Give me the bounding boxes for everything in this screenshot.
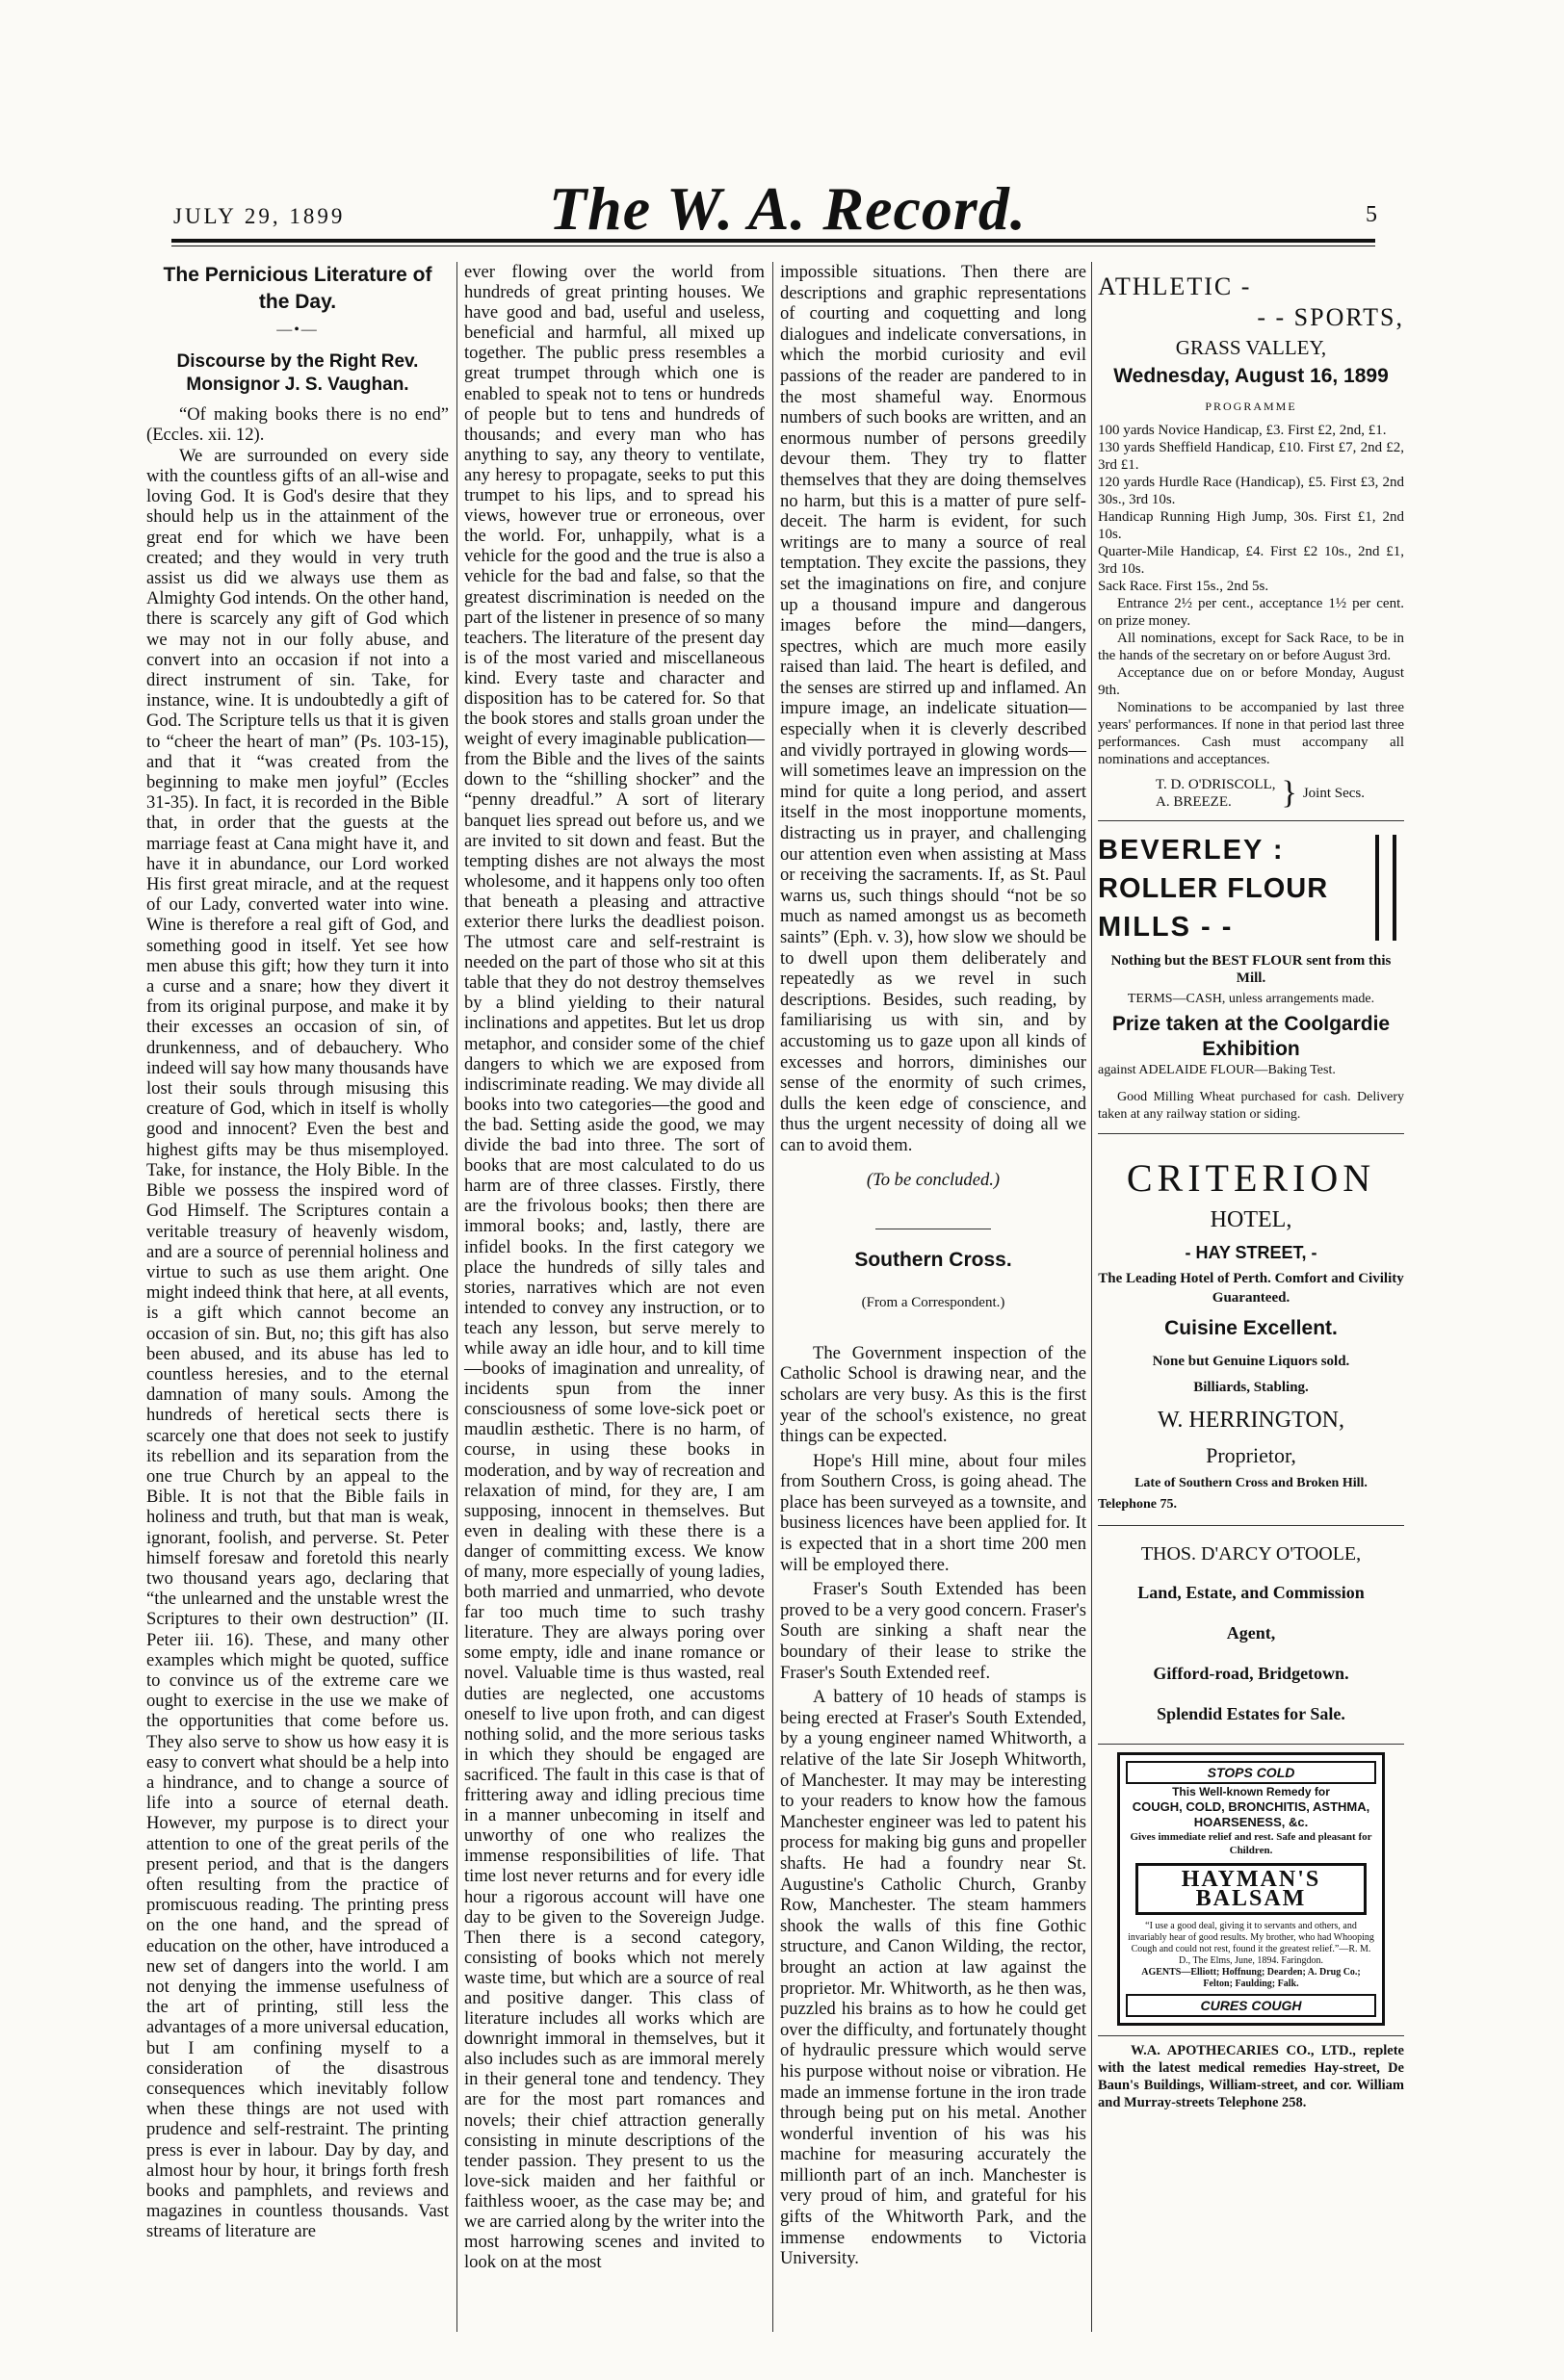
criterion-tel: Telephone 75. <box>1098 1497 1177 1512</box>
southern-cross-title: Southern Cross. <box>854 1249 1012 1272</box>
title-ornament: —•— <box>276 322 319 338</box>
balsam-bottom: CURES COUGH <box>1126 1994 1376 2017</box>
article-body-col2: ever flowing over the world from hundreds of great printing houses. We have good and bad, useful and useless, beneficial and harmful, all mixed up together. The public press resembles a great trumpet through which one is enabled to speak not to tens or hundreds of people but to tens and hundreds of thousands; and every man who has anything to say, any theory to ventilate, any heresy to propagate, seeks to put this trumpet to his lips, and to spread his views, however true or erroneous, over the world. For, unhappily, what is a vehicle for the good and the true is also a vehicle for the bad and false, so that the greatest discrimination is needed on the part of the listener in presence of so many teachers. The literature of the present day is of the most varied and miscellaneous kind. Every taste and character and disposition has to be catered for. So that the book stores and stalls groan under the weight of every imaginable publication—from the Bible and the lives of the saints down to the “shilling shocker” and the “penny dreadful.” A sort of literary banquet lies spread out before us, and we are invited to sit down and feast. But the tempting dishes are not always the most wholesome, and it happens only too often that beneath a pleasing and attractive exterior there lurks the deadliest poison. The utmost care and self-restraint is needed on the part of those who sit at this table that they do not destroy themselves by a blind yielding to their natural inclinations and appetites. But let us drop metaphor, and consider some of the chief dangers to which we are exposed from indiscriminate reading. We may divide all books into two categories—the good and the bad. Setting aside the good, we may divide the bad into three. The sort of books that are most calculated to do us harm are of three classes. Firstly, there are the frivolous books; then there are immoral books; and, lastly, there are infidel books. In the first category we place the hundreds of silly tales and stories, narratives which are not even intended to convey any instruction, or to teach any lesson, but serve merely to while away an idle hour, and to kill time—books of imagination and unreality, of incidents spun from the inner consciousness of some love-sick poet or maudlin æsthetic. There is no harm, of course, in using these books in moderation, and by way of recreation and relaxation of mind, for they are, I am supposing, innocent in themselves. But even in dealing with these there is a danger of committing excess. We know of many, more especially of young ladies, both married and unmarried, who devote far too much time to such trashy literature. They are always poring over some empty, idle and inane romance or novel. Valuable time is thus wasted, real duties are neglected, one accustoms oneself to live upon froth, and can digest nothing solid, and the more serious tasks in which they should be engaged are sacrificed. The fault in this case is that of frittering away and idling precious time in a manner unbecoming in itself and unworthy of one who realizes the immense responsibilities of life. That time lost never returns and for every idle hour a rigorous account will have one day to be given to the Sovereign Judge. Then there is a second category, consisting of books which not merely waste time, but which are a source of real and positive danger. This class of literature includes all works which are downright immoral in themselves, but it also includes such as are immoral merely in their general tone and tendency. They are for the most part romances and novels; their chief attraction generally consisting in minute descriptions of the tender passion. They present to us the love-sick maiden and her faithful or faithless wooer, as the case may be; and we are carried along by the writer into the most harrowing scenes and invited to look on at the most <box>464 262 765 2273</box>
article-body-col1: We are surrounded on every side with the countless gifts of an all-wise and loving God. It is God's desire that they should help us in the attainment of the great end for which we have been created; and they would in very truth assist us did we always use them as Almighty God intends. On the other hand, there is scarcely any gift of God which we may not in our folly abuse, and convert into an occasion if not into a direct instrument of sin. Take, for instance, wine. It is undoubtedly a gift of God. The Scripture tells us that it is given to “cheer the heart of man” (Ps. 103-15), and that it “was created from the beginning to make men joyful” (Eccles 31-35). In fact, it is recorded in the Bible that, in order that the guests at the marriage feast at Cana might have it, and have it in abundance, our Lord worked His first great miracle, and at the request of our Lady, converted water into wine. Wine is therefore a real gift of God, and something good in itself. Yet see how men abuse this gift; how they turn it into a curse and a snare; how they divert it from its original purpose, and make it by their excesses an occasion of sin, of drunkenness, and of debauchery. Who indeed will say how many thousands have lost their souls through misusing this creature of God, which in itself is wholly good and innocent? Even the best and highest gifts may be thus misemployed. Take, for instance, the Holy Bible. In the Bible we possess the inspired word of God Himself. The Scriptures contain a veritable treasury of heavenly wisdom, and are a source of perennial holiness and virtue to such as use them aright. One might indeed think that here, at all events, is a gift which cannot become an occasion of sin. But, no; this gift has also been abused, and its abuse has led to countless heresies, and to the eternal damnation of many souls. Among the hundreds of heretical sects there is scarcely one that does not seek to justify its rebellion and its separation from the one true Church by an appeal to the Bible. It is not that the Bible fails in holiness and truth, but that man is weak, ignorant, foolish, and perverse. St. Peter himself foresaw and foretold this nearly two thousand years ago, declaring that “the unlearned and the unstable wrest the Scriptures to their own destruction” (II. Peter iii. 16). These, and many other examples which might be quoted, suffice to convince us of the extreme care we ought to exercise in the use we make of the opportunities that come before us. They also serve to show us how easy it is easy to convert what should be a help into a hindrance, and to change a source of life into a source of eternal death. However, my purpose is to direct your attention to one of the great perils of the present period, and that is the dangers often resulting from the practice of promiscuous reading. The printing press on the one hand, and the spread of education on the other, have introduced a new set of dangers into the world. I am not denying the immense usefulness of the art of printing, still less the advantages of a more universal education, but I am confining myself to a consideration of the disastrous consequences which inevitably follow when these things are not used with prudence and self-restraint. The printing press is ever in labour. Day by day, and almost hour by hour, it brings forth fresh books and pamphlets, and reviews and magazines in countless thousands. Vast streams of literature are <box>146 445 449 2242</box>
beverley-t2: TERMS—CASH, unless arrangements made. <box>1127 992 1375 1006</box>
sports-line2: - - SPORTS, <box>1257 303 1404 331</box>
program-item: Handicap Running High Jump, 30s. First £1, 2nd 10s. <box>1098 509 1404 542</box>
beverley-l3: MILLS - - <box>1098 912 1234 943</box>
masthead <box>173 173 1377 241</box>
criterion-ad <box>1098 1134 1404 1526</box>
program-item: 100 yards Novice Handicap, £3. First £2, 2nd, £1. <box>1098 423 1387 438</box>
program-item: All nominations, except for Sack Race, to be in the hands of the secretary on or before August 3rd. <box>1098 631 1404 663</box>
page-number: 5 <box>1366 202 1377 227</box>
decorative-bars <box>1375 835 1396 941</box>
balsam-agents: AGENTS—Elliott; Hoffnung; Dearden; A. Drug Co.; Felton; Faulding; Falk. <box>1141 1967 1361 1989</box>
sports-ad <box>1098 262 1404 821</box>
balsam-l1: This Well-known Remedy for <box>1172 1785 1330 1798</box>
joint-secs-label: Joint Secs. <box>1302 786 1366 801</box>
balsam-l2: COUGH, COLD, BRONCHITIS, ASTHMA, HOARSENESS, &c. <box>1132 1799 1370 1829</box>
criterion-billiards: Billiards, Stabling. <box>1193 1380 1309 1395</box>
secretary: T. D. O'DRISCOLL, <box>1156 777 1276 792</box>
otoole-l4: Splendid Estates for Sale. <box>1157 1704 1345 1723</box>
beverley-prize: Prize taken at the Coolgardie Exhibition <box>1111 1013 1391 1060</box>
beverley-l2: ROLLER FLOUR <box>1098 873 1329 904</box>
program-item: 120 yards Hurdle Race (Handicap), £5. First £3, 2nd 30s., 3rd 10s. <box>1098 475 1404 507</box>
southern-cross-para: The Government inspection of the Catholic School is drawing near, and the scholars are very busy. As this is the first year of the school's existence, no great things can be expected. <box>780 1342 1086 1447</box>
to-be-concluded: (To be concluded.) <box>866 1169 1001 1190</box>
balsam-testimonial: “I use a good deal, giving it to servants and others, and invariably hear of good results. My brother, who had Whooping Cough and could not rest, found it the greatest relief.”—R. M. D., The Elms, June, 1894. Faringdon. <box>1128 1921 1374 1966</box>
sports-date: Wednesday, August 16, 1899 <box>1113 365 1389 387</box>
programme-heading: PROGRAMME <box>1205 400 1297 413</box>
beverley-l1: BEVERLEY : <box>1098 835 1285 866</box>
criterion-owner: W. HERRINGTON, <box>1157 1408 1344 1433</box>
issue-date: JULY 29, 1899 <box>173 204 346 228</box>
otoole-l2: Agent, <box>1226 1623 1276 1643</box>
column-3 <box>780 262 1086 2269</box>
epigraph: “Of making books there is no end” (Eccles. xii. 12). <box>146 403 449 446</box>
beverley-t1: Nothing but the BEST FLOUR sent from this Mill. <box>1110 953 1392 986</box>
column-4-ads <box>1098 262 1404 2111</box>
balsam-l3: Gives immediate relief and rest. Safe and pleasant for Children. <box>1130 1831 1372 1856</box>
criterion-hotel: HOTEL, <box>1210 1207 1292 1232</box>
otoole-l3: Gifford-road, Bridgetown. <box>1153 1664 1349 1683</box>
balsam-name: HAYMAN'S BALSAM <box>1135 1863 1367 1915</box>
apothecaries-ad: W.A. APOTHECARIES CO., LTD., replete with the latest medical remedies Hay-street, De Baun's Buildings, William-street, and cor. William and Murray-streets Telephone 258. <box>1098 2035 1404 2111</box>
column-divider <box>772 262 773 2332</box>
program-item: Quarter-Mile Handicap, £4. First £2 10s., 2nd £1, 3rd 10s. <box>1098 544 1404 577</box>
column-1 <box>146 262 449 2242</box>
criterion-prop: Proprietor, <box>1206 1443 1296 1467</box>
secretary: A. BREEZE. <box>1156 794 1232 810</box>
southern-cross-para: Hope's Hill mine, about four miles from Southern Cross, is going ahead. The place has been surveyed as a townsite, and business licences have been applied for. It is expected that in a short time 200 men will be employed there. <box>780 1450 1086 1575</box>
program-item: Nominations to be accompanied by last three years' performances. If none in that period last three performances. Cash must accompany all nominations and acceptances. <box>1098 700 1404 767</box>
column-divider <box>1091 262 1092 2332</box>
beverley-t3: Good Milling Wheat purchased for cash. Delivery taken at any railway station or siding. <box>1098 1090 1404 1122</box>
program-item: 130 yards Sheffield Handicap, £10. First £7, 2nd £2, 3rd £1. <box>1098 440 1404 473</box>
article-title: The Pernicious Literature of the Day. <box>163 264 432 313</box>
beverley-against: against ADELAIDE FLOUR—Baking Test. <box>1098 1063 1336 1077</box>
criterion-lead: The Leading Hotel of Perth. Comfort and Civility Guaranteed. <box>1098 1271 1404 1306</box>
masthead-rule <box>171 239 1375 243</box>
sports-line1: ATHLETIC - <box>1098 272 1252 300</box>
otoole-ad <box>1098 1526 1404 1745</box>
haymans-balsam-ad <box>1117 1752 1385 2026</box>
article-subtitle: Discourse by the Right Rev. Monsignor J. S. Vaughan. <box>176 350 419 395</box>
article-body-col3: impossible situations. Then there are descriptions and graphic representations of courting and coquetting and long dialogues and indelicate conversations, in which the morbid curiosity and evil passions of the reader are pandered to in the most shameful way. Enormous numbers of such books are written, and an enormous number of persons greedily devour them. They try to flatter themselves that they are doing themselves no harm, but this is a matter of pure self-deceit. The harm is evident, for such writings are to many a source of real temptation. They excite the passions, they set the imaginations on fire, and conjure up a thousand impure and dangerous images before the mind—dangers, spectres, which are much more easily raised than laid. The heart is defiled, and the senses are stirred up and inflamed. An impure image, an indelicate situation—especially when it is cleverly described and vividly portrayed in glowing words—will sometimes leave an impression on the mind for quite a long period, and assert itself in the most inopportune moments, distracting us in prayer, and challenging our attention even when assisting at Mass or receiving the sacraments. If, as St. Paul warns us, such things should “not be so much as named amongst us as becometh saints” (Eph. v. 3), how slow we should be to dwell upon them deliberately and repeatedly as we revel in such descriptions. Besides, such reading, by familiarising us with sin, and by accustoming us to gaze upon all kinds of excesses and horrors, diminishes our sense of the enormity of such crimes, dulls the keen edge of conscience, and thus the urgent necessity of doing all we can to avoid them. <box>780 262 1086 1155</box>
otoole-name: THOS. D'ARCY O'TOOLE, <box>1140 1543 1362 1565</box>
sports-place: GRASS VALLEY, <box>1175 336 1327 359</box>
brace: } <box>1281 775 1297 811</box>
southern-cross-para: Fraser's South Extended has been proved to be a very good concern. Fraser's South are sinking a shaft near the boundary of their lease to strike the Fraser's South Extended reef. <box>780 1579 1086 1683</box>
program-item: Sack Race. First 15s., 2nd 5s. <box>1098 579 1269 594</box>
criterion-late: Late of Southern Cross and Broken Hill. <box>1134 1476 1368 1490</box>
criterion-liquors: None but Genuine Liquors sold. <box>1152 1354 1350 1369</box>
balsam-top: STOPS COLD <box>1126 1761 1376 1784</box>
column-2 <box>464 262 765 2272</box>
column-divider <box>456 262 457 2332</box>
sports-program-list <box>1098 422 1404 768</box>
program-item: Entrance 2½ per cent., acceptance 1½ per cent. on prize money. <box>1098 596 1404 629</box>
southern-cross-para: A battery of 10 heads of stamps is being erected at Fraser's South Extended, by a young engineer named Whitworth, a relative of the late Sir Joseph Whitworth, of Manchester. It may may be interesting to your readers to know how the famous Manchester engineer was led to patent his process for making big guns and propeller shafts. He had a foundry near St. Augustine's Catholic Church, Granby Row, Manchester. The steam hammers shook the walls of this fine Gothic structure, and Canon Wilding, the rector, brought an action at law against the proprietor. Mr. Whitworth, as he then was, puzzled his brains as to how he could get over the difficulty, and fortunately thought of hydraulic pressure which would serve his purpose without noise or vibration. He made an immense fortune in the iron trade through being put on his metal. Another wonderful invention of his was his machine for measuring accurately the millionth part of an inch. Manchester is very proud of him, and grateful for his gifts of the Whitworth Park, and the immense endowments to Victoria University. <box>780 1687 1086 2269</box>
criterion-cuisine: Cuisine Excellent. <box>1164 1317 1338 1339</box>
otoole-l1: Land, Estate, and Commission <box>1137 1583 1365 1602</box>
joint-secretaries <box>1156 776 1404 811</box>
criterion-name: CRITERION <box>1126 1156 1376 1200</box>
newspaper-title: The W. A. Record. <box>549 174 1027 243</box>
criterion-street: - HAY STREET, - <box>1185 1243 1317 1262</box>
beverley-ad <box>1098 821 1404 1134</box>
program-item: Acceptance due on or before Monday, August 9th. <box>1098 665 1404 698</box>
southern-cross-byline: (From a Correspondent.) <box>861 1295 1005 1311</box>
